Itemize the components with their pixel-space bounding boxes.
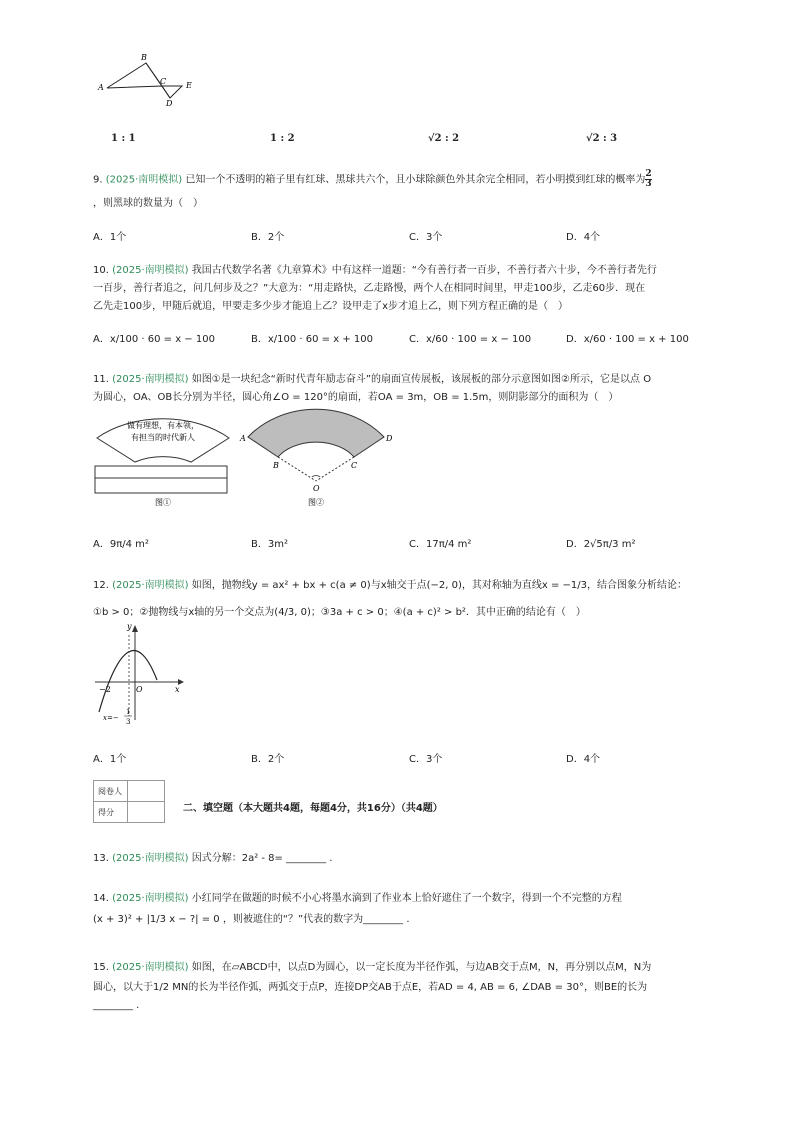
- q10-stem-2: 一百步，善行者追之，问几何步及之？”大意为：“用走路快，乙走路慢，两个人在相同时间里，甲走100步，乙走60步．现在: [93, 283, 646, 294]
- q10-option-d[interactable]: D．x/60 · 100 = x + 100: [566, 334, 689, 345]
- q13-stem: 13. (2025·南明模拟) 因式分解：2a² - 8= ________ .: [93, 853, 333, 864]
- q8-option-b[interactable]: 1 : 2: [270, 133, 295, 144]
- q9-stem: 9. (2025·南明模拟) 已知一个不透明的箱子里有红球、黑球共六个，且小球除颜色外其余完全相同，若小明摸到红球的概率为 $\frac{2}{3}$: [93, 169, 652, 189]
- score-label-score: 得分: [94, 802, 128, 823]
- graph-origin-label: O: [136, 685, 143, 694]
- q8-option-c[interactable]: √2 : 2: [428, 133, 460, 144]
- q12-option-b[interactable]: B．2个: [251, 754, 285, 765]
- graph-axis-den: 3: [126, 718, 131, 725]
- sector-figure: [238, 405, 398, 510]
- fig2-label-c: C: [351, 461, 358, 470]
- score-cell[interactable]: [128, 802, 165, 823]
- q9-option-c[interactable]: C．3个: [409, 232, 443, 243]
- fig2-caption: 图②: [308, 498, 324, 507]
- parabola-graph: [93, 620, 188, 725]
- q11-option-a[interactable]: A．9π/4 m²: [93, 539, 149, 550]
- q10-option-b[interactable]: B．x/100 · 60 = x + 100: [251, 334, 373, 345]
- fig2-label-d: D: [386, 434, 393, 443]
- q11-option-d[interactable]: D．2√5π/3 m²: [566, 539, 636, 550]
- graph-axis-num: 1: [126, 708, 131, 716]
- graph-x-label: x: [175, 685, 180, 694]
- q15-stem: 15. (2025·南明模拟) 如图，在▱ABCD中，以点D为圆心，以一定长度为半径作弧，与边AB交于点M，N，再分别以点M，N为: [93, 962, 652, 973]
- label-a: A: [98, 83, 104, 92]
- q12-stem: 12. (2025·南明模拟) 如图，抛物线y = ax² + bx + c(a ≠ 0)与x轴交于点(−2, 0)，其对称轴为直线x = −1/3，结合图象分析结论：: [93, 580, 688, 591]
- q9-option-a[interactable]: A．1个: [93, 232, 127, 243]
- q11-stem: 11. (2025·南明模拟) 如图①是一块纪念“新时代青年励志奋斗”的扇面宣传展板，该展板的部分示意图如图②所示，它是以点 O: [93, 374, 652, 385]
- q8-option-d[interactable]: √2 : 3: [586, 133, 618, 144]
- q9-option-d[interactable]: D．4个: [566, 232, 601, 243]
- q15-stem-3: ________ .: [93, 1000, 140, 1011]
- q11-option-b[interactable]: B．3m²: [251, 539, 288, 550]
- label-c: C: [160, 77, 167, 86]
- graph-y-label: y: [127, 622, 132, 631]
- score-box: [93, 780, 165, 823]
- q10-stem: 10. (2025·南明模拟) 我国古代数学名著《九章算术》中有这样一道题：“今有善行者一百步，不善行者六十步，今不善行者先行: [93, 265, 657, 276]
- label-b: B: [141, 53, 147, 62]
- q14-stem: 14. (2025·南明模拟) 小红同学在做题的时候不小心将墨水滴到了作业本上恰好遮住了一个数字，得到一个不完整的方程: [93, 893, 622, 904]
- q12-option-d[interactable]: D．4个: [566, 754, 601, 765]
- q12-option-c[interactable]: C．3个: [409, 754, 443, 765]
- q15-stem-2: 圆心，以大于1/2 MN的长为半径作弧，两弧交于点P，连接DP交AB于点E，若AD = 4, AB = 6, ∠DAB = 30°，则BE的长为: [93, 982, 648, 993]
- q11-option-c[interactable]: C．17π/4 m²: [409, 539, 472, 550]
- fan-text-1: 做有理想，有本领，: [127, 421, 199, 430]
- grader-cell[interactable]: [128, 781, 165, 802]
- fig2-label-o: O: [313, 484, 320, 493]
- fan-banner-figure: [93, 408, 233, 508]
- fig2-label-a: A: [240, 434, 246, 443]
- q12-option-a[interactable]: A．1个: [93, 754, 127, 765]
- q12-stem-2: ①b > 0；②抛物线与x轴的另一个交点为(4/3, 0)；③3a + c > 0；④(a + c)² > b²．其中正确的结论有（ ）: [93, 607, 586, 618]
- q10-option-c[interactable]: C．x/60 · 100 = x − 100: [409, 334, 532, 345]
- fig2-label-b: B: [273, 461, 279, 470]
- q9-option-b[interactable]: B．2个: [251, 232, 285, 243]
- q10-stem-3: 乙先走100步，甲随后就追，甲要走多少步才能追上乙？设甲走了x步才追上乙，则下列方程正确的是（ ）: [93, 301, 569, 312]
- fan-text-2: 有担当的时代新人: [131, 433, 195, 442]
- label-d: D: [166, 99, 173, 108]
- q9-stem-2: ，则黑球的数量为（ ）: [93, 198, 203, 209]
- q8-option-a[interactable]: 1 : 1: [111, 133, 136, 144]
- triangle-figure: [90, 48, 200, 110]
- graph-neg2-label: −2: [99, 685, 111, 694]
- fig1-caption: 图①: [155, 498, 171, 507]
- section-title: 二、填空题（本大题共4题，每题4分，共16分）（共4题）: [183, 803, 443, 814]
- q14-stem-2: (x + 3)² + |1/3 x − ?| = 0 ，则被遮住的“？”代表的数字为________ .: [93, 914, 410, 925]
- score-label-grader: 阅卷人: [94, 781, 128, 802]
- q10-option-a[interactable]: A．x/100 · 60 = x − 100: [93, 334, 215, 345]
- q11-stem-2: 为圆心，OA、OB长分别为半径，圆心角∠O = 120°的扇面，若OA = 3m，OB = 1.5m，则阴影部分的面积为（ ）: [93, 392, 619, 403]
- label-e: E: [186, 81, 192, 90]
- graph-axis-label: x=−: [103, 714, 119, 722]
